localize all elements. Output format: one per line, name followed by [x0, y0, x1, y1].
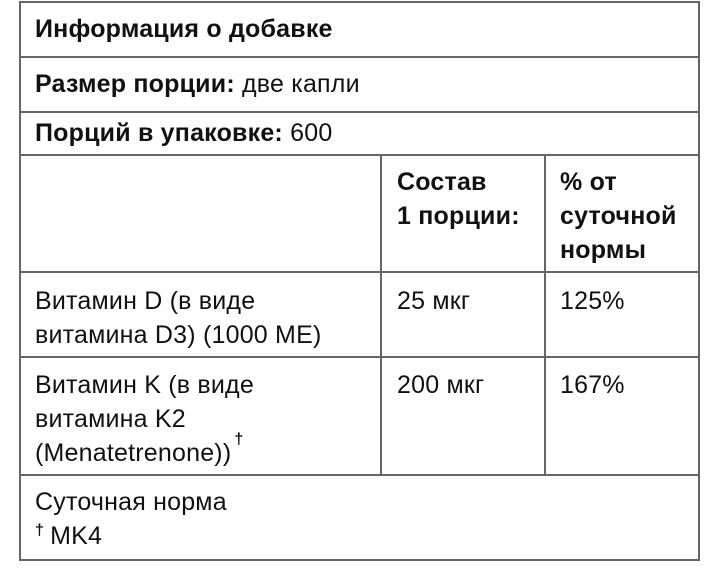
dv-header-line3: нормы — [560, 236, 647, 264]
nutrient-name-line2: витамина D3) (1000 МЕ) — [35, 321, 322, 349]
serving-size-label: Размер порции: — [35, 70, 235, 98]
supplement-facts-panel — [19, 1, 700, 561]
servings-per-container — [35, 116, 332, 150]
nutrient-name-line1: Витамин D (в виде — [35, 287, 256, 315]
daily-value-footnote: Суточная норма — [35, 488, 227, 516]
dagger-footnote-mark: † — [35, 522, 45, 539]
nutrient-row-vitamin-d — [21, 273, 698, 358]
servings-per-container-label: Порций в упаковке: — [35, 119, 283, 147]
nutrient-amount: 200 мкг — [397, 371, 485, 399]
dagger-mark: † — [234, 430, 244, 448]
daily-value-header — [560, 165, 677, 267]
servings-per-container-value: 600 — [290, 119, 333, 147]
nutrient-name-line1: Витамин K (в виде — [35, 371, 254, 399]
nutrient-daily-value: 167% — [560, 371, 625, 399]
title-row — [21, 3, 698, 58]
panel-title: Информация о добавке — [35, 15, 333, 43]
servings-per-container-row — [21, 113, 698, 156]
nutrient-name-line2: витамина K2 — [35, 405, 186, 433]
amount-header — [397, 165, 520, 233]
serving-size-row — [21, 58, 698, 113]
nutrient-name-line3-text: (Menatetrenone)) — [35, 439, 232, 467]
serving-size-value: две капли — [242, 70, 360, 98]
dv-header-line1: % от — [560, 168, 617, 196]
dagger-footnote — [35, 519, 227, 557]
amount-header-line2: 1 порции: — [397, 202, 520, 230]
column-divider-amount — [380, 156, 382, 476]
dv-header-line2: суточной — [560, 202, 677, 230]
footnotes-row — [21, 476, 698, 559]
nutrient-amount: 25 мкг — [397, 287, 471, 315]
column-header-row — [21, 156, 698, 273]
amount-header-line1: Состав — [397, 168, 487, 196]
footnotes — [35, 485, 227, 557]
nutrient-name-line3 — [35, 430, 254, 470]
nutrient-daily-value: 125% — [560, 287, 625, 315]
serving-size — [35, 67, 360, 101]
nutrient-name — [35, 368, 254, 470]
column-divider-daily-value — [544, 156, 546, 476]
nutrient-name — [35, 284, 321, 352]
dagger-footnote-text: MK4 — [50, 522, 103, 550]
nutrient-row-vitamin-k — [21, 358, 698, 476]
